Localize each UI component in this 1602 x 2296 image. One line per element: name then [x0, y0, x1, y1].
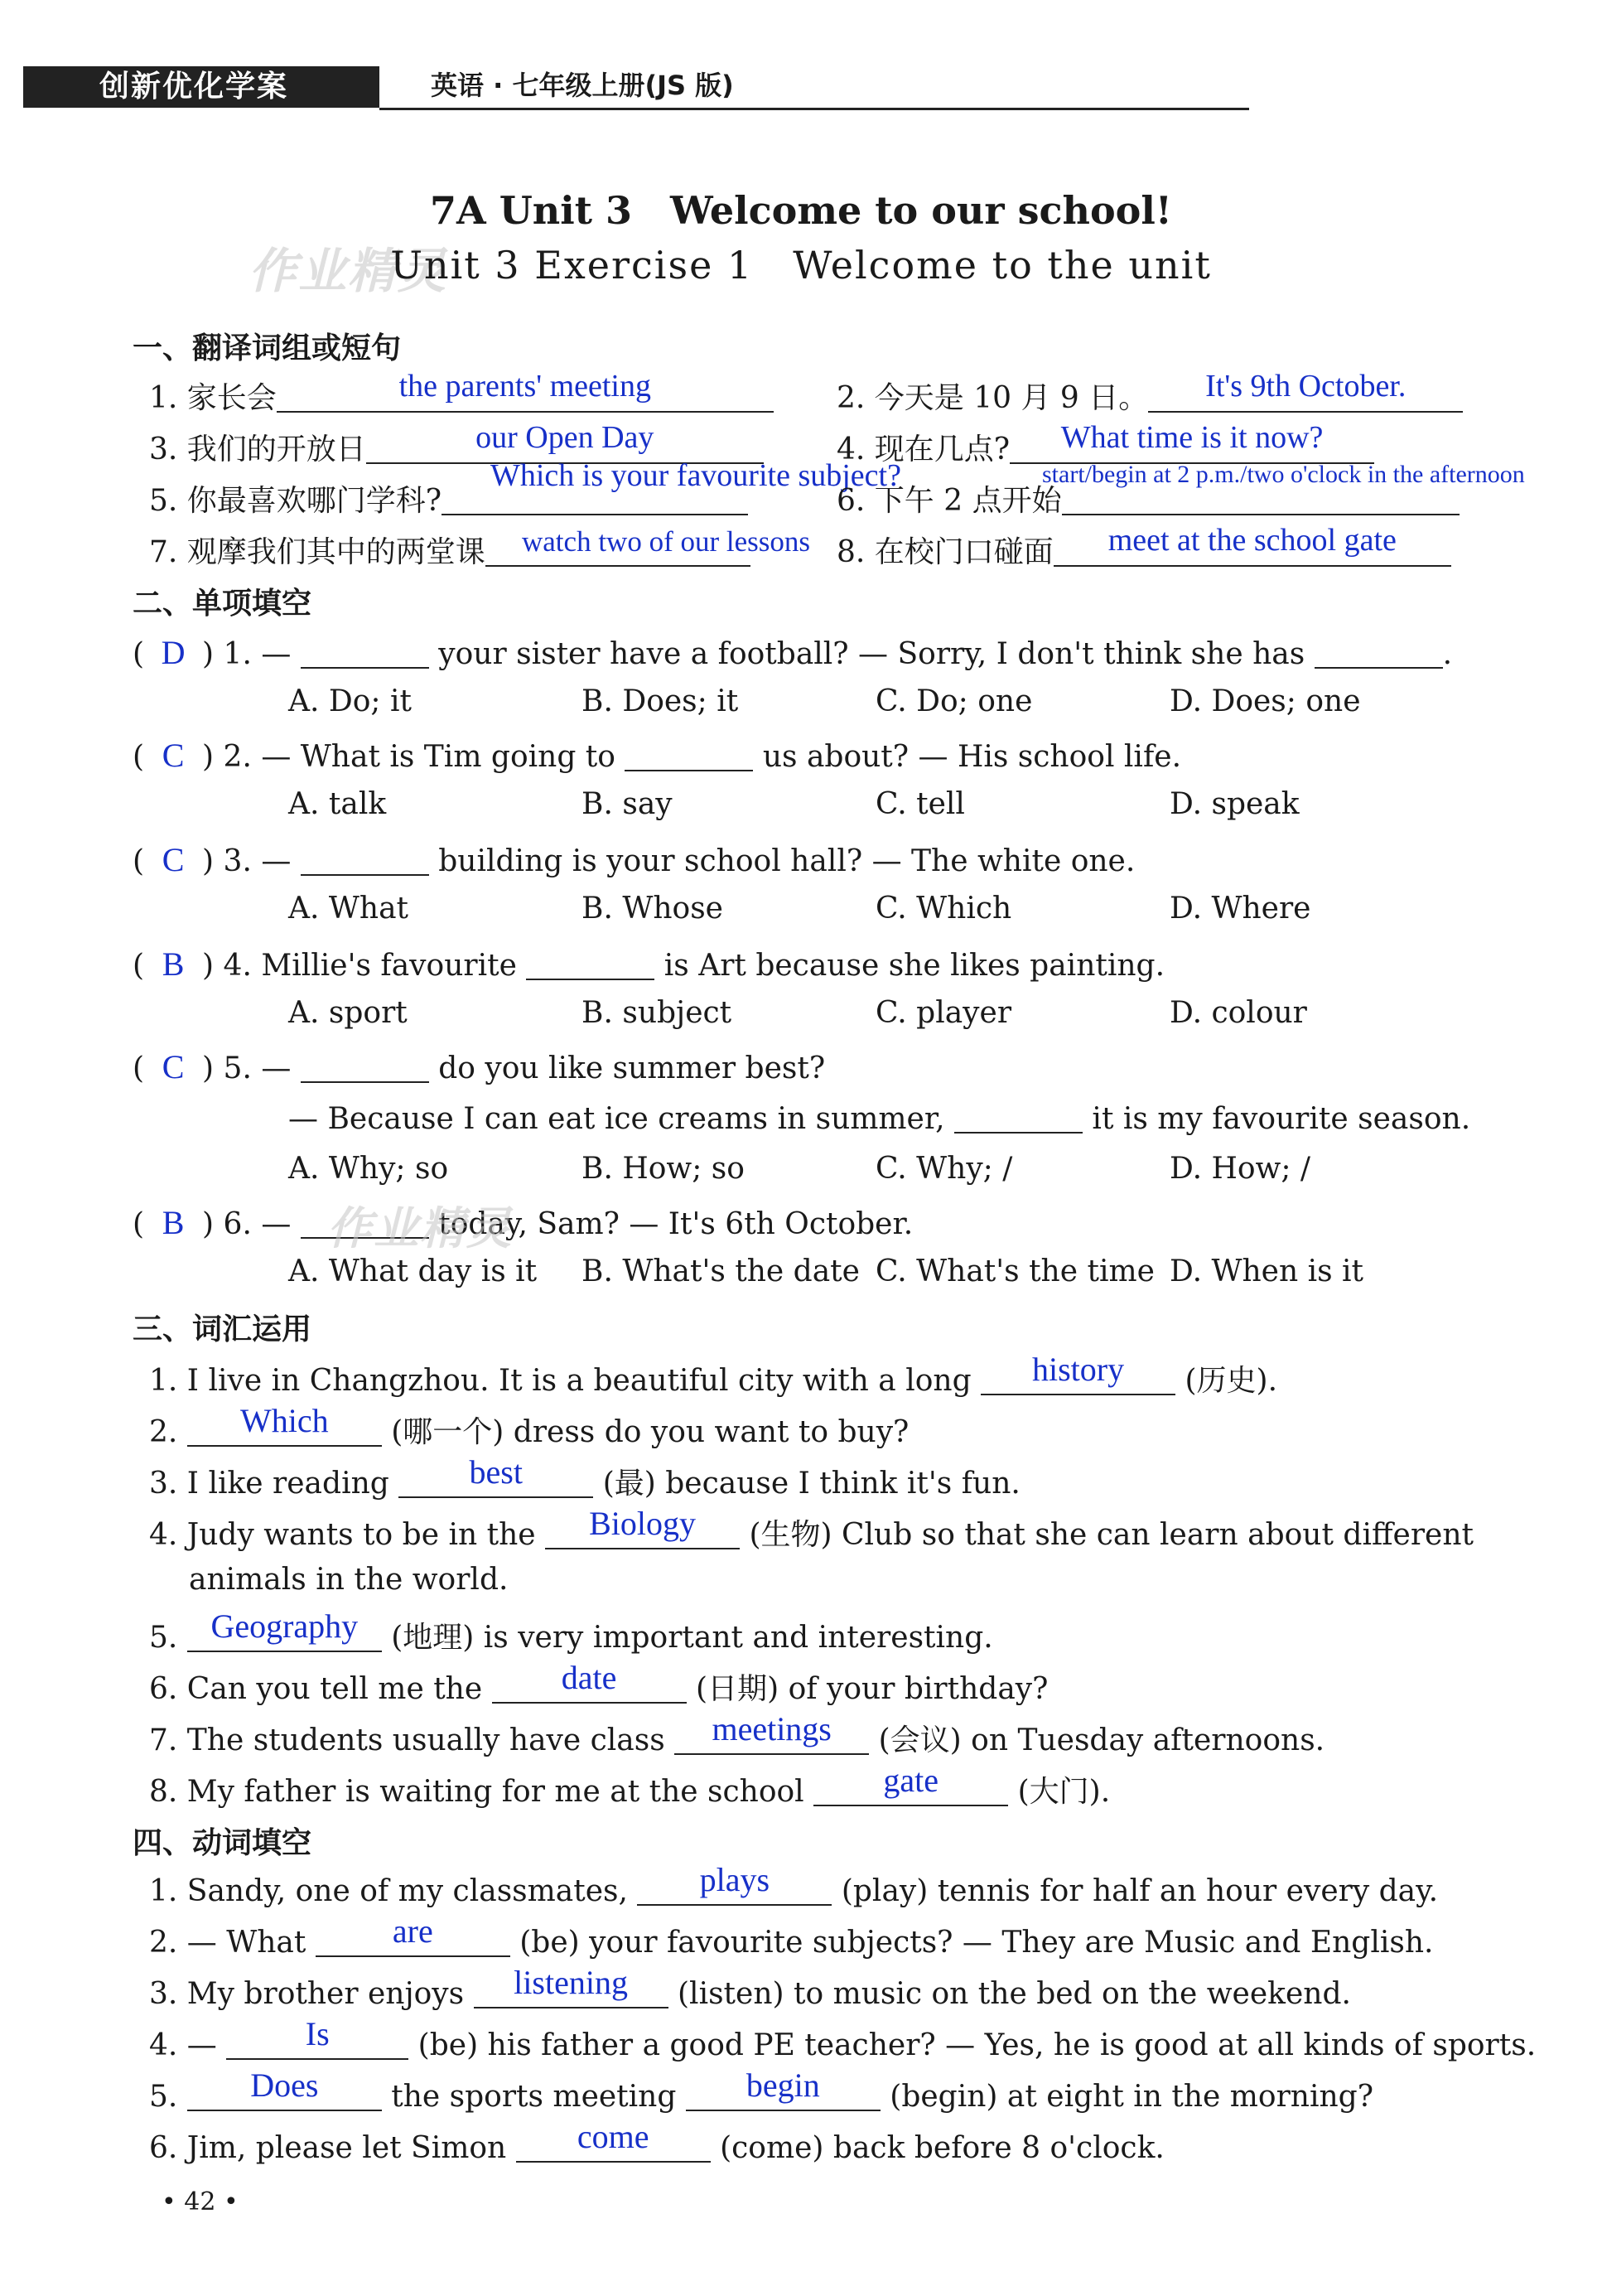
answer-blank [187, 1402, 382, 1447]
verb-text: (begin) at eight in the morning? [880, 2080, 1374, 2114]
vocab-text: (大门). [1008, 1775, 1111, 1809]
answer-blank [277, 369, 774, 413]
mc-option: C. What's the time [876, 1254, 1155, 1288]
mc-number: 3. [223, 844, 252, 878]
vocab-item [149, 1351, 1278, 1399]
verb-text: (be) his father a good PE teacher? — Yes, he is good at all kinds of sports. [408, 2028, 1537, 2062]
verb-item [149, 2015, 1537, 2062]
vocab-text: 2. [149, 1415, 187, 1449]
answer-blank [187, 1607, 382, 1652]
mc-stem: — [261, 637, 301, 671]
handwritten-answer: history [1032, 1351, 1125, 1388]
handwritten-answer: come [577, 2118, 649, 2155]
mc-answer: C [162, 1048, 185, 1085]
vocab-text: (会议) on Tuesday afternoons. [869, 1723, 1325, 1757]
mc-question: ( C ) 5. — do you like summer best? [133, 1048, 826, 1085]
header-series-logo: 创新优化学案 [99, 70, 289, 104]
mc-option: D. speak [1170, 787, 1300, 821]
watermark: 作业精灵 [327, 1202, 513, 1254]
vocab-item [149, 1505, 1474, 1554]
answer-blank [686, 2066, 881, 2111]
verb-item [149, 1861, 1439, 1908]
answer-blank [398, 1453, 593, 1498]
vocab-text: (日期) of your birthday? [686, 1672, 1049, 1706]
mc-option: C. Do; one [876, 684, 1033, 718]
handwritten-answer: gate [883, 1762, 939, 1799]
mc-option: B. Whose [581, 892, 723, 926]
answer-blank [1010, 420, 1374, 464]
mc-option: B. Does; it [581, 684, 739, 718]
handwritten-answer: Does [250, 2066, 319, 2104]
answer-blank [516, 2118, 711, 2163]
handwritten-answer: Is [305, 2015, 330, 2052]
answer-blank [981, 1351, 1175, 1395]
vocab-item [149, 1402, 910, 1451]
mc-option: A. Do; it [288, 684, 412, 718]
watermark: 作业精灵 [249, 243, 448, 299]
mc-option: D. When is it [1170, 1254, 1363, 1288]
verb-item [149, 1912, 1434, 1960]
verb-text: 6. Jim, please let Simon [149, 2131, 516, 2165]
answer-blank [674, 1710, 869, 1755]
vocab-text: (最) because I think it's fun. [593, 1467, 1021, 1501]
section-heading-vocabulary: 三、词汇运用 [133, 1312, 312, 1346]
verb-text: 1. Sandy, one of my classmates, [149, 1874, 638, 1908]
verb-text: 5. [149, 2080, 187, 2114]
answer-blank [637, 1861, 832, 1906]
mc-option: A. What [288, 892, 409, 926]
mc-stem: do you like summer best? [428, 1051, 826, 1085]
mc-stem: Millie's favourite [261, 949, 527, 983]
section-heading-multiple-choice: 二、单项填空 [133, 587, 312, 621]
vocab-text: 4. Judy wants to be in the [149, 1518, 546, 1552]
mc-stem: building is your school hall? — The white one. [428, 844, 1136, 878]
mc-answer: C [162, 841, 185, 878]
mc-question: ( D ) 1. — your sister have a football? — Sorry, I don't think she has . [133, 634, 1453, 671]
answer-blank [316, 1912, 510, 1957]
mc-question: ( C ) 3. — building is your school hall? — The white one. [133, 841, 1136, 878]
vocab-text: 6. Can you tell me the [149, 1672, 492, 1706]
handwritten-answer: listening [514, 1964, 628, 2001]
handwritten-answer: are [392, 1912, 433, 1950]
mc-option: A. talk [288, 787, 387, 821]
verb-text: 2. — What [149, 1926, 316, 1960]
mc-stem: — [261, 844, 301, 878]
handwritten-answer: It's 9th October. [1205, 369, 1407, 404]
mc-stem: — [261, 1207, 301, 1241]
mc-stem: is Art because she likes painting. [654, 949, 1165, 983]
mc-question: ( B ) 4. Millie's favourite is Art because she likes painting. [133, 945, 1165, 983]
mc-option: A. sport [288, 996, 408, 1030]
translate-question: 5. 你最喜欢哪门学科? [149, 484, 442, 518]
mc-number: 6. [223, 1207, 252, 1241]
verb-text: (play) tennis for half an hour every day. [832, 1874, 1439, 1908]
answer-blank [625, 737, 753, 771]
handwritten-answer: What time is it now? [1060, 420, 1324, 455]
verb-text: the sports meeting [381, 2080, 686, 2114]
mc-number: 5. [223, 1051, 252, 1085]
translate-question: 1. 家长会 [149, 381, 277, 415]
vocab-item [149, 1453, 1021, 1502]
handwritten-answer: Geography [210, 1607, 359, 1645]
mc-question: ( B ) 6. — today, Sam? — It's 6th October. [133, 1204, 914, 1241]
translate-question: 6. 下午 2 点开始 [837, 484, 1062, 518]
answer-blank [1315, 634, 1443, 669]
mc-option: B. subject [581, 996, 732, 1030]
answer-blank [187, 2066, 382, 2111]
verb-text: (be) your favourite subjects? — They are Music and English. [509, 1926, 1434, 1960]
mc-number: 2. [223, 740, 252, 774]
exercise-subtitle: Unit 3 Exercise 1 Welcome to the unit [390, 243, 1212, 288]
vocab-text: (哪一个) dress do you want to buy? [381, 1415, 910, 1449]
handwritten-answer: plays [699, 1861, 770, 1898]
vocab-text: (历史). [1175, 1364, 1278, 1398]
answer-blank [226, 2015, 408, 2060]
mc-answer: B [162, 945, 185, 983]
answer-blank [526, 945, 654, 980]
handwritten-answer: watch two of our lessons [522, 525, 811, 558]
verb-text: 4. — [149, 2028, 227, 2062]
header-rule [379, 108, 1249, 110]
vocab-text: 1. I live in Changzhou. It is a beautiful city with a long [149, 1364, 982, 1398]
mc-option: B. How; so [581, 1152, 745, 1186]
vocab-text: (生物) Club so that she can learn about different [740, 1518, 1474, 1552]
handwritten-answer: begin [746, 2066, 820, 2104]
handwritten-answer: the parents' meeting [398, 369, 651, 404]
mc-question: ( C ) 2. — What is Tim going to us about? — His school life. [133, 737, 1182, 774]
handwritten-answer: best [469, 1453, 523, 1491]
page-number: • 42 • [162, 2187, 239, 2216]
answer-blank [474, 1964, 668, 2008]
section-heading-translate: 一、翻译词组或短句 [133, 331, 402, 365]
handwritten-answer: meetings [712, 1710, 832, 1747]
mc-question-line2 [288, 1099, 1470, 1136]
vocab-text: 7. The students usually have class [149, 1723, 675, 1757]
vocab-item [149, 1607, 993, 1656]
answer-blank [1054, 523, 1451, 567]
mc-option: C. tell [876, 787, 965, 821]
mc-stem: — What is Tim going to [261, 740, 625, 774]
mc-number: 4. [223, 949, 252, 983]
mc-option: D. Where [1170, 892, 1311, 926]
verb-item [149, 2118, 1165, 2165]
translate-question: 2. 今天是 10 月 9 日。 [837, 381, 1149, 415]
mc-answer: D [161, 634, 186, 671]
verb-item [149, 1964, 1351, 2011]
vocab-text: 8. My father is waiting for me at the school [149, 1775, 814, 1809]
handwritten-answer: start/begin at 2 p.m./two o'clock in the afternoon [1042, 461, 1525, 488]
mc-option: C. Why; / [876, 1152, 1013, 1186]
mc-stem: — Because I can eat ice creams in summer, [288, 1102, 954, 1136]
mc-stem: today, Sam? — It's 6th October. [428, 1207, 914, 1241]
translate-item [837, 369, 1463, 417]
translate-question: 3. 我们的开放日 [149, 433, 366, 466]
translate-question: 7. 观摩我们其中的两堂课 [149, 535, 485, 569]
translate-item [149, 369, 774, 417]
mc-answer: B [162, 1204, 185, 1241]
translate-item [837, 523, 1451, 571]
verb-item [149, 2066, 1374, 2114]
answer-blank [492, 1659, 687, 1704]
mc-answer: C [162, 737, 185, 774]
vocab-text: (地理) is very important and interesting. [381, 1621, 993, 1655]
unit-title: 7A Unit 3 Welcome to our school! [429, 188, 1172, 233]
mc-option: D. How; / [1170, 1152, 1311, 1186]
handwritten-answer: Biology [589, 1505, 696, 1542]
answer-blank [954, 1099, 1083, 1133]
verb-text: (listen) to music on the bed on the weekend. [668, 1977, 1351, 2011]
vocab-item [149, 1710, 1325, 1759]
handwritten-answer: Which is your favourite subject? [490, 458, 901, 493]
vocab-text: 5. [149, 1621, 187, 1655]
answer-blank [1148, 369, 1463, 413]
section-heading-verbs: 四、动词填空 [133, 1826, 312, 1860]
vocab-item [149, 1659, 1049, 1708]
handwritten-answer: our Open Day [475, 420, 654, 455]
translate-question: 8. 在校门口碰面 [837, 535, 1054, 569]
verb-text: 3. My brother enjoys [149, 1977, 474, 2011]
mc-stem: us about? — His school life. [753, 740, 1182, 774]
handwritten-answer: meet at the school gate [1107, 523, 1397, 558]
mc-option: B. What's the date [581, 1254, 860, 1288]
translate-question: 4. 现在几点? [837, 433, 1011, 466]
answer-blank [301, 841, 429, 876]
mc-option: A. What day is it [288, 1254, 538, 1288]
mc-stem: your sister have a football? — Sorry, I don't think she has [428, 637, 1315, 671]
vocab-continuation: animals in the world. [189, 1563, 509, 1597]
mc-option: A. Why; so [288, 1152, 449, 1186]
mc-number: 1. [223, 637, 252, 671]
mc-stem: it is my favourite season. [1082, 1102, 1471, 1136]
answer-blank [301, 1048, 429, 1083]
mc-stem: . [1442, 637, 1453, 671]
mc-stem: — [261, 1051, 301, 1085]
handwritten-answer: date [561, 1659, 617, 1696]
verb-text: (come) back before 8 o'clock. [710, 2131, 1165, 2165]
vocab-item [149, 1762, 1111, 1810]
mc-option: B. say [581, 787, 673, 821]
vocab-text: 3. I like reading [149, 1467, 399, 1501]
mc-option: D. colour [1170, 996, 1307, 1030]
mc-option: C. player [876, 996, 1012, 1030]
header-book-title: 英语 · 七年级上册(JS 版) [431, 70, 734, 101]
mc-option: C. Which [876, 892, 1012, 926]
mc-option: D. Does; one [1170, 684, 1361, 718]
answer-blank [813, 1762, 1008, 1806]
handwritten-answer: Which [239, 1402, 329, 1439]
answer-blank [301, 634, 429, 669]
answer-blank [545, 1505, 740, 1549]
